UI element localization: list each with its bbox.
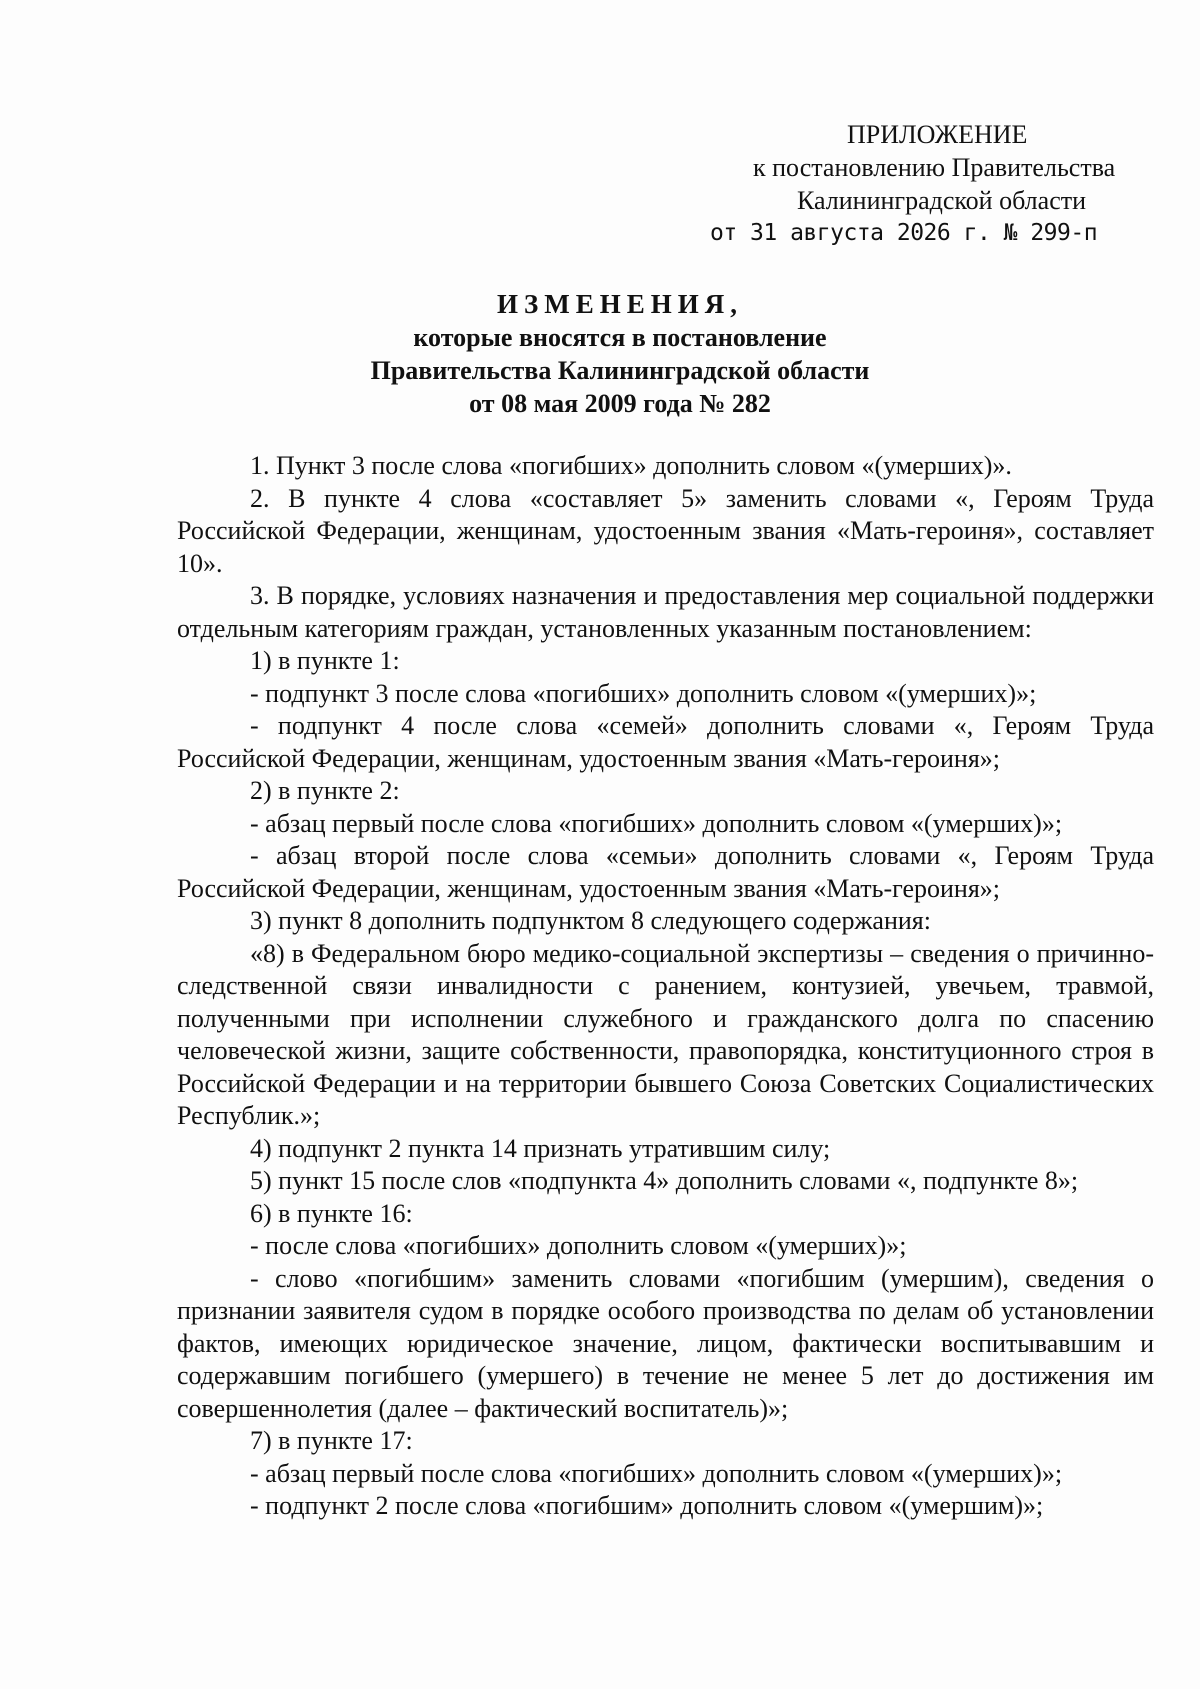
item-6-sub-1: - после слова «погибших» дополнить словом «(умерших)»;	[250, 1231, 907, 1260]
paragraph-3: 3. В порядке, условиях назначения и предоставления мер социальной поддержки отдельным категориям граждан, установленных указанным постановлением:	[177, 581, 1154, 643]
document-body	[177, 450, 1154, 1523]
item-7: 7) в пункте 17:	[250, 1426, 413, 1455]
item-2-abzac-1: - абзац первый после слова «погибших» дополнить словом «(умерших)»;	[250, 808, 1063, 838]
appendix-resolution-line: к постановлению Правительства	[753, 153, 1116, 182]
appendix-heading: ПРИЛОЖЕНИЕ	[847, 120, 1028, 149]
document-title	[160, 288, 1080, 420]
item-4: 4) подпункт 2 пункта 14 признать утратившим силу;	[250, 1133, 831, 1163]
title-changes: ИЗМЕНЕНИЯ,	[496, 289, 743, 319]
paragraph-2: 2. В пункте 4 слова «составляет 5» заменить словами «, Героям Труда Российской Федерации, женщинам, удостоенным звания «Мать-героиня», составляет 10».	[177, 483, 1154, 578]
title-subline-2: Правительства Калининградской области	[370, 356, 870, 385]
appendix-date-number: от 31 августа 2026 г. № 299-п	[710, 220, 1098, 246]
title-subline-1: которые вносятся в постановление	[413, 323, 827, 352]
item-6: 6) в пункте 16:	[250, 1198, 413, 1228]
appendix-block	[690, 118, 1130, 250]
item-3-quote: «8) в Федеральном бюро медико-социальной экспертизы – сведения о причинно-следственной связи инвалидности с ранением, контузией, увечьем, травмой, полученными при исполнении служебного и гражданского долга по спасению человеческой жизни, защите собственности, правопорядка, конституционного строя в Российской Федерации и на территории бывшего Союза Советских Социалистических Республик.»;	[177, 938, 1154, 1130]
item-1-sub-4: - подпункт 4 после слова «семей» дополнить словами «, Героям Труда Российской Федерации, женщинам, удостоенным звания «Мать-героиня»;	[177, 711, 1154, 773]
item-6-sub-2: - слово «погибшим» заменить словами «погибшим (умершим), сведения о признании заявителя судом в порядке особого производства по делам об установлении фактов, имеющих юридическое значение, лицом, фактически воспитывавшим и содержавшим погибшего (умершего) в течение не менее 5 лет до достижения им совершеннолетия (далее – фактический воспитатель)»;	[177, 1263, 1154, 1423]
title-subline-3: от 08 мая 2009 года № 282	[469, 389, 771, 418]
item-1-sub-3: - подпункт 3 после слова «погибших» дополнить словом «(умерших)»;	[250, 678, 1037, 708]
item-7-abzac-1: - абзац первый после слова «погибших» дополнить словом «(умерших)»;	[250, 1458, 1063, 1488]
paragraph-1: 1. Пункт 3 после слова «погибших» дополнить словом «(умерших)».	[250, 451, 1012, 480]
item-2-abzac-2: - абзац второй после слова «семьи» дополнить словами «, Героям Труда Российской Федерации, женщинам, удостоенным звания «Мать-героиня»;	[177, 841, 1154, 903]
appendix-region-line: Калининградской области	[797, 186, 1087, 215]
item-1: 1) в пункте 1:	[250, 646, 400, 675]
item-2: 2) в пункте 2:	[250, 776, 400, 805]
item-3: 3) пункт 8 дополнить подпунктом 8 следующего содержания:	[250, 906, 931, 935]
item-5: 5) пункт 15 после слов «подпункта 4» дополнить словами «, подпункте 8»;	[250, 1166, 1079, 1195]
item-7-sub-2: - подпункт 2 после слова «погибшим» дополнить словом «(умершим)»;	[250, 1491, 1044, 1520]
